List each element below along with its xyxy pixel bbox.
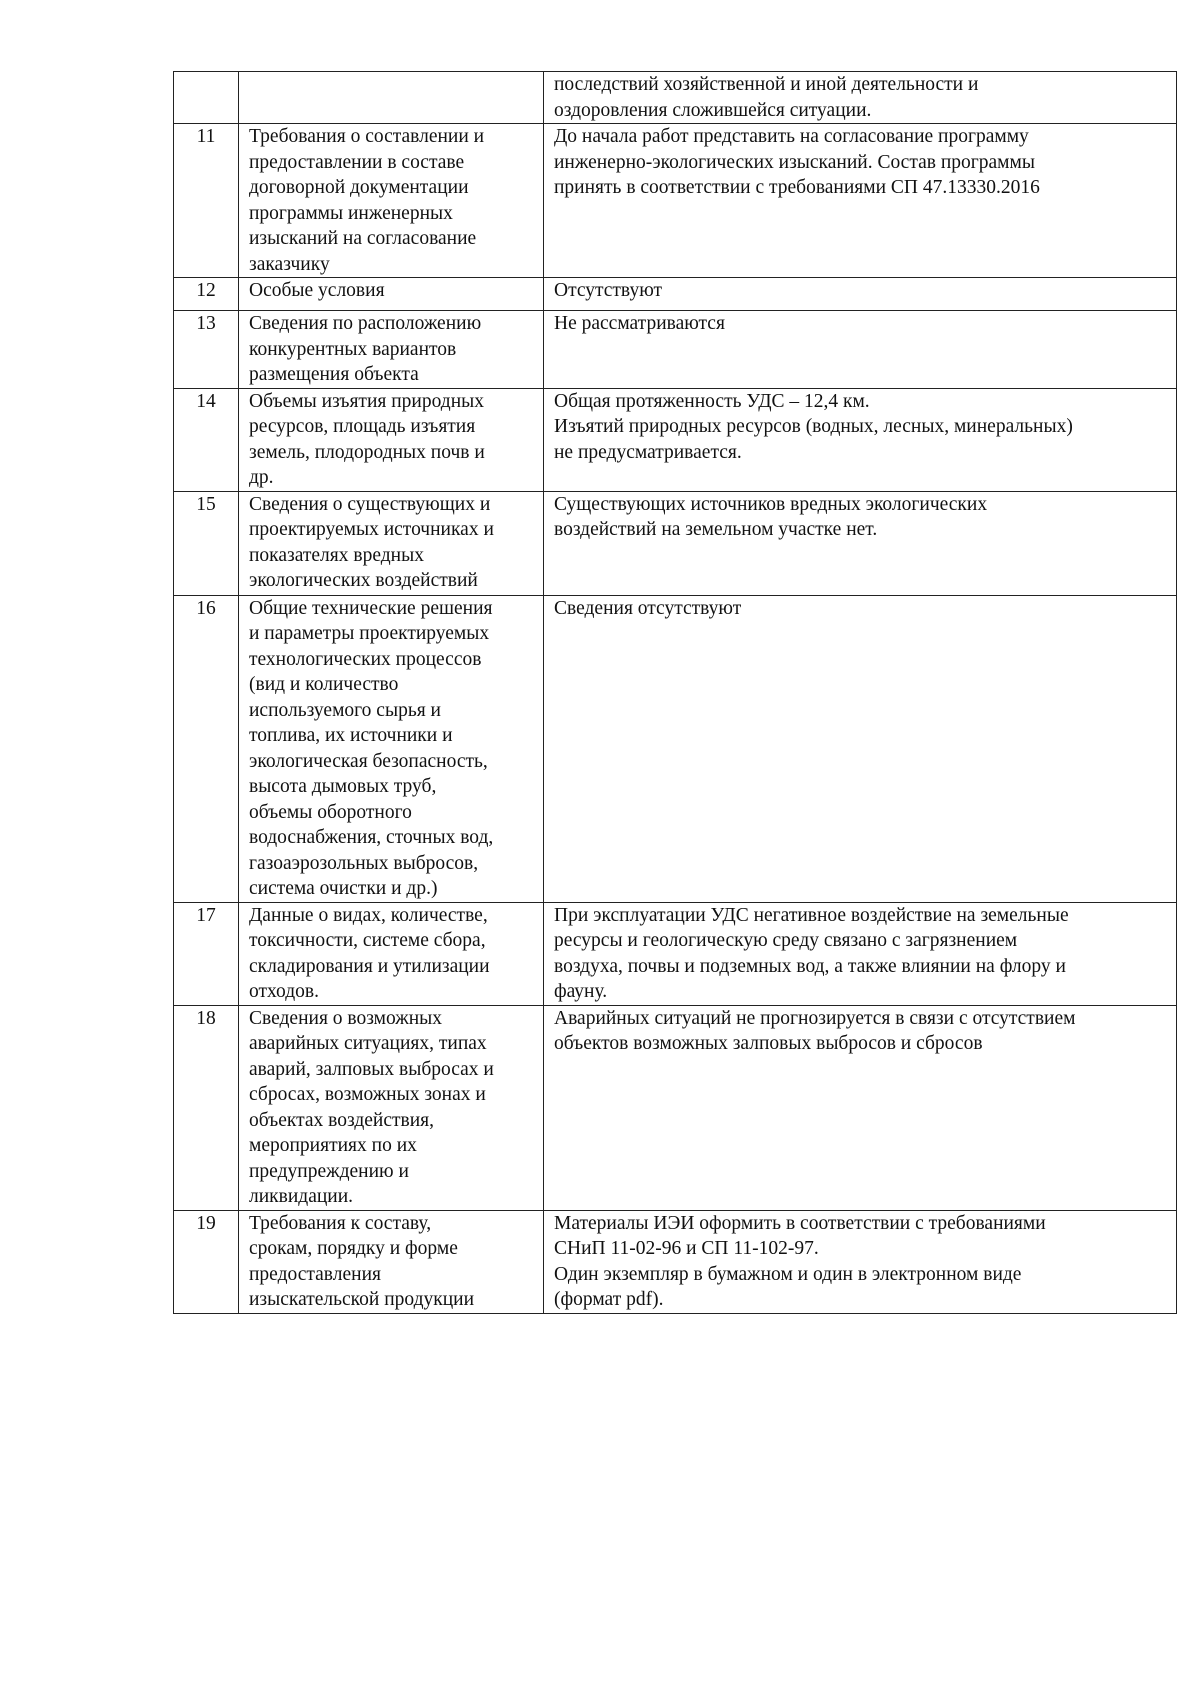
table-row: [174, 1210, 1177, 1313]
row-number: 13: [196, 313, 216, 334]
requirement-text-line: программы инженерных: [249, 202, 453, 224]
requirement-text-line: (вид и количество: [249, 674, 399, 695]
requirement-text-line: показателях вредных: [249, 544, 424, 566]
requirement-text-line: конкурентных вариантов: [249, 338, 457, 360]
requirement-text-line: аварийных ситуациях, типах: [249, 1033, 487, 1054]
value-text-line: Один экземпляр в бумажном и один в электронном виде: [554, 1263, 1022, 1285]
value-text-line: последствий хозяйственной и иной деятельности и: [554, 74, 979, 95]
row-number-cell: [174, 595, 239, 902]
table-row: [174, 595, 1177, 902]
requirement-text-line: водоснабжения, сточных вод,: [249, 827, 494, 848]
value-cell: [544, 902, 1177, 1005]
row-number: 11: [196, 126, 216, 147]
requirement-cell: [239, 311, 544, 389]
requirement-text-line: заказчику: [249, 253, 330, 275]
requirement-text-line: аварий, залповых выбросах и: [249, 1058, 494, 1080]
requirement-text-line: предоставлении в составе: [249, 151, 465, 173]
value-text-line: (формат pdf).: [554, 1289, 664, 1310]
value-cell: [544, 1005, 1177, 1210]
requirement-cell: [239, 595, 544, 902]
requirements-table: [173, 71, 1177, 1314]
requirement-text-line: токсичности, системе сбора,: [249, 930, 486, 951]
value-text-line: Аварийных ситуаций не прогнозируется в связи с отсутствием: [554, 1007, 1076, 1029]
requirement-cell: [239, 902, 544, 1005]
requirement-cell: [239, 1005, 544, 1210]
value-text-line: оздоровления сложившейся ситуации.: [554, 99, 872, 121]
value-text-line: принять в соответствии с требованиями СП 47.13330.2016: [554, 177, 1040, 198]
value-text-line: объектов возможных залповых выбросов и сбросов: [554, 1033, 983, 1054]
requirement-text-line: мероприятиях по их: [249, 1135, 417, 1156]
row-number: 18: [196, 1007, 216, 1029]
requirement-text-line: изыскательской продукции: [249, 1289, 475, 1310]
requirement-text-line: объектах воздействия,: [249, 1109, 435, 1131]
requirement-text-line: топлива, их источники и: [249, 725, 453, 746]
table-row: [174, 72, 1177, 124]
requirement-text-line: Данные о видах, количестве,: [249, 904, 488, 926]
requirement-text-line: Сведения по расположению: [249, 313, 482, 334]
requirement-text-line: объемы оборотного: [249, 801, 412, 823]
value-text-line: не предусматривается.: [554, 441, 742, 463]
value-text-line: воздуха, почвы и подземных вод, а также влиянии на флору и: [554, 955, 1066, 977]
row-number-cell: [174, 491, 239, 595]
value-text-line: Не рассматриваются: [554, 313, 725, 334]
requirement-text-line: изысканий на согласование: [249, 228, 477, 249]
requirement-text-line: экологических воздействий: [249, 570, 478, 591]
requirement-text-line: др.: [249, 467, 274, 488]
requirement-text-line: Требования к составу,: [249, 1212, 432, 1234]
value-text-line: ресурсы и геологическую среду связано с загрязнением: [554, 930, 1018, 951]
requirement-text-line: сбросах, возможных зонах и: [249, 1084, 486, 1105]
requirement-text-line: Общие технические решения: [249, 597, 493, 619]
value-cell: [544, 595, 1177, 902]
value-text-line: фауну.: [554, 981, 608, 1002]
value-cell: [544, 124, 1177, 278]
requirement-text-line: земель, плодородных почв и: [249, 441, 485, 463]
requirement-text-line: Требования о составлении и: [249, 126, 485, 147]
requirement-text-line: и параметры проектируемых: [249, 623, 490, 644]
value-cell: [544, 491, 1177, 595]
requirement-cell: [239, 278, 544, 311]
table-row: [174, 1005, 1177, 1210]
requirement-text-line: Особые условия: [249, 280, 385, 301]
requirement-text-line: используемого сырья и: [249, 699, 441, 721]
row-number-cell: [174, 388, 239, 491]
value-text-line: При эксплуатации УДС негативное воздействие на земельные: [554, 904, 1069, 926]
requirement-text-line: договорной документации: [249, 177, 469, 198]
value-text-line: Существующих источников вредных экологических: [554, 493, 988, 515]
requirement-cell: [239, 388, 544, 491]
value-cell: [544, 1210, 1177, 1313]
value-text-line: Сведения отсутствуют: [554, 597, 742, 619]
row-number: 12: [196, 280, 216, 301]
value-text-line: Изъятий природных ресурсов (водных, лесных, минеральных): [554, 416, 1073, 437]
requirement-text-line: система очистки и др.): [249, 878, 438, 899]
requirement-text-line: Сведения о возможных: [249, 1007, 443, 1029]
row-number: 19: [196, 1212, 216, 1234]
value-text-line: СНиП 11-02-96 и СП 11-102-97.: [554, 1238, 819, 1259]
table-row: [174, 124, 1177, 278]
requirement-text-line: экологическая безопасность,: [249, 750, 488, 772]
requirement-text-line: ликвидации.: [249, 1186, 354, 1207]
value-text-line: инженерно-экологических изысканий. Состав программы: [554, 151, 1035, 173]
row-number-cell: [174, 311, 239, 389]
value-cell: [544, 388, 1177, 491]
requirement-cell: [239, 124, 544, 278]
requirement-text-line: проектируемых источниках и: [249, 519, 494, 540]
requirement-cell: [239, 1210, 544, 1313]
row-number: 15: [196, 493, 216, 515]
value-text-line: воздействий на земельном участке нет.: [554, 519, 878, 540]
row-number: 14: [196, 390, 216, 412]
requirement-text-line: размещения объекта: [249, 364, 419, 385]
requirement-text-line: срокам, порядку и форме: [249, 1238, 458, 1259]
value-cell: [544, 311, 1177, 389]
requirement-text-line: Сведения о существующих и: [249, 493, 491, 515]
value-text-line: Общая протяженность УДС – 12,4 км.: [554, 390, 870, 412]
row-number: 16: [196, 597, 216, 619]
row-number-cell: [174, 124, 239, 278]
requirement-text-line: ресурсов, площадь изъятия: [249, 416, 476, 437]
requirement-text-line: складирования и утилизации: [249, 955, 490, 977]
value-text-line: Материалы ИЭИ оформить в соответствии с требованиями: [554, 1212, 1046, 1234]
requirements-table-body: [174, 72, 1177, 1314]
requirement-text-line: технологических процессов: [249, 648, 482, 670]
value-cell: [544, 278, 1177, 311]
value-text-line: Отсутствуют: [554, 280, 663, 301]
requirement-text-line: высота дымовых труб,: [249, 776, 437, 797]
row-number-cell: [174, 278, 239, 311]
table-row: [174, 388, 1177, 491]
table-row: [174, 311, 1177, 389]
requirement-text-line: отходов.: [249, 981, 319, 1002]
requirement-text-line: предоставления: [249, 1263, 381, 1285]
row-number-cell: [174, 72, 239, 124]
table-row: [174, 902, 1177, 1005]
row-number: 17: [196, 904, 216, 926]
row-number-cell: [174, 1210, 239, 1313]
value-cell: [544, 72, 1177, 124]
requirement-cell: [239, 491, 544, 595]
row-number-cell: [174, 902, 239, 1005]
requirement-cell: [239, 72, 544, 124]
requirement-text-line: предупреждению и: [249, 1160, 409, 1182]
requirement-text-line: Объемы изъятия природных: [249, 390, 484, 412]
requirement-text-line: газоаэрозольных выбросов,: [249, 852, 479, 874]
row-number-cell: [174, 1005, 239, 1210]
value-text-line: До начала работ представить на согласование программу: [554, 126, 1029, 147]
table-row: [174, 491, 1177, 595]
table-row: [174, 278, 1177, 311]
